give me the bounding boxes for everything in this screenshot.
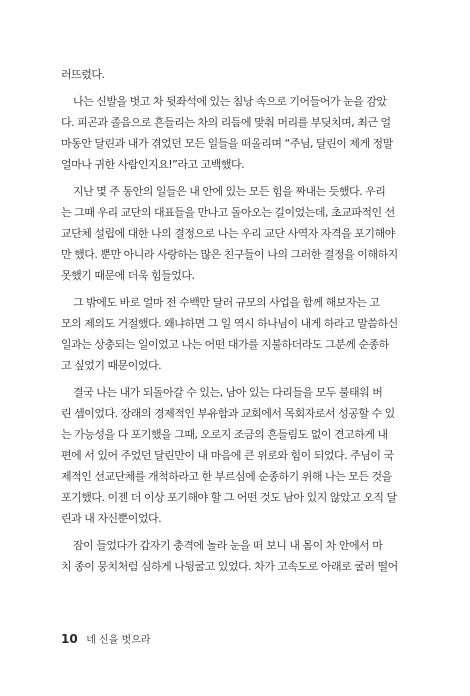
paragraph-3 [61,181,407,286]
text-line: 치 종이 뭉치처럼 심하게 나뒹굴고 있었다. 차가 고속도로 아래로 굴러 떨어 [61,560,398,573]
paragraph-6 [61,535,407,577]
body-text [61,64,407,583]
text-line: 그 밖에도 바로 얼마 전 수백만 달러 규모의 사업을 함께 해보자는 고 [73,296,380,309]
text-line: 마동안 달린과 내가 겪었던 모든 일들을 떠올리며 “주님, 달린이 제게 정말 [61,137,393,150]
text-line: 포기했다. 이젠 더 이상 포기해야 할 그 어떤 것도 남아 있지 않았고 오직 달 [61,491,397,504]
text-line: 일과는 상충되는 일이었고 나는 어떤 대가를 지불하더라도 그분께 순종하 [61,338,389,351]
text-line: 만 했다. 뿐만 아니라 사랑하는 많은 친구들이 나의 그러한 결정을 이해하지 [61,248,398,261]
page-footer [61,632,151,648]
paragraph-5 [61,382,407,529]
text-line: 고 싶었기 때문이었다. [61,359,162,372]
running-title: 네 신을 벗으라 [86,635,151,646]
text-line: 모의 제의도 거절했다. 왜냐하면 그 일 역시 하나님이 내게 하라고 말씀하신 [61,317,398,330]
text-line: 못했기 때문에 더욱 힘들었다. [61,269,195,282]
text-line: 린 셈이었다. 장래의 경제적인 부유함과 교회에서 목회자로서 성공할 수 있 [61,407,395,420]
text-line: 다. 피곤과 졸음으로 흔들리는 차의 리듬에 맞춰 머리를 부딪치며, 최근 얼 [61,116,391,129]
text-line: 잠이 들었다가 갑자기 충격에 놀라 눈을 떠 보니 내 몸이 차 안에서 마 [73,539,383,552]
text-line: 는 가능성을 다 포기했을 그때, 오로지 조금의 흔들림도 없이 견고하게 내 [61,428,388,441]
text-line: 편에 서 있어 주었던 달린만이 내 마음에 큰 위로와 힘이 되었다. 주님이 국 [61,449,394,462]
text-line: 제적인 선교단체를 개척하라고 한 부르심에 순종하기 위해 나는 모든 것을 [61,470,392,483]
paragraph-4 [61,292,407,376]
page-number: 10 [61,632,78,646]
paragraph-2 [61,91,407,175]
text-line: 나는 신발을 벗고 차 뒷좌석에 있는 침낭 속으로 기어들어가 눈을 감았 [73,95,387,108]
text-line: 지난 몇 주 동안의 일들은 내 안에 있는 모든 힘을 짜내는 듯했다. 우리 [73,185,386,198]
text-line: 러뜨렸다. [61,68,105,81]
text-line: 결국 나는 내가 되돌아갈 수 있는, 남아 있는 다리들을 모두 불태워 버 [73,386,383,399]
text-line: 교단체 설립에 대한 나의 결정으로 나는 우리 교단 사역자 자격을 포기해야 [61,227,395,240]
text-line: 린과 내 자신뿐이었다. [61,512,162,525]
text-line: 얼마나 귀한 사람인지요!”라고 고백했다. [61,158,245,171]
paragraph-1 [61,64,407,85]
text-line: 는 그때 우리 교단의 대표들을 만나고 돌아오는 길이었는데, 초교파적인 선 [61,206,395,219]
